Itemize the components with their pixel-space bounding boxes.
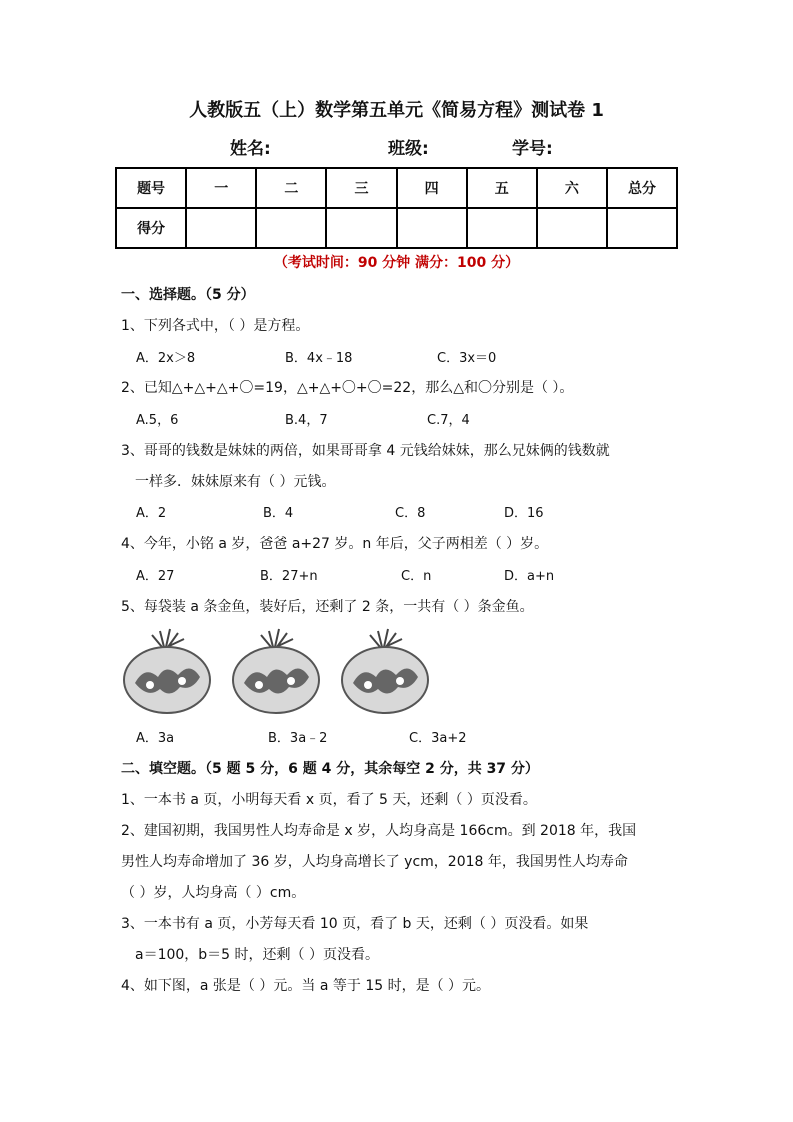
option-a: A．2x＞8 bbox=[136, 351, 196, 366]
score-input-cell[interactable] bbox=[537, 208, 607, 248]
table-cell: 二 bbox=[256, 168, 326, 208]
question-text: 1、下列各式中，（ ）是方程。 bbox=[121, 318, 310, 334]
question-text: 3、一本书有 a 页，小芳每天看 10 页，看了 b 天，还剩（ ）页没看。如果 bbox=[121, 916, 589, 932]
table-cell: 六 bbox=[537, 168, 607, 208]
student-id-label: 学号: bbox=[512, 139, 553, 159]
table-cell: 五 bbox=[467, 168, 537, 208]
option-b: B．3a﹣2 bbox=[268, 731, 328, 746]
fish-bag-image bbox=[229, 625, 325, 715]
option-c: C．3a+2 bbox=[409, 731, 467, 746]
table-cell: 得分 bbox=[116, 208, 186, 248]
question-text-continued: 男性人均寿命增加了 36 岁，人均身高增长了 ycm，2018 年，我国男性人均寿命 bbox=[121, 854, 628, 870]
option-d: D．16 bbox=[504, 506, 544, 521]
question-text-continued: （ ）岁，人均身高（ ）cm。 bbox=[121, 885, 306, 901]
option-d: D．a+n bbox=[504, 569, 555, 584]
score-table-score-row bbox=[116, 208, 677, 248]
option-b: B．27+n bbox=[260, 569, 318, 584]
name-label: 姓名: bbox=[230, 139, 271, 159]
table-cell: 题号 bbox=[116, 168, 186, 208]
class-label: 班级: bbox=[388, 139, 429, 159]
score-input-cell[interactable] bbox=[467, 208, 537, 248]
option-c: C．8 bbox=[395, 506, 426, 521]
option-a: A．2 bbox=[136, 506, 167, 521]
option-c: C．3x＝0 bbox=[437, 351, 497, 366]
question-text: 1、一本书 a 页，小明每天看 x 页，看了 5 天，还剩（ ）页没看。 bbox=[121, 792, 537, 808]
question-text-continued: 一样多．妹妹原来有（ ）元钱。 bbox=[135, 474, 336, 490]
score-input-cell[interactable] bbox=[256, 208, 326, 248]
option-c: C.7，4 bbox=[427, 413, 470, 428]
score-input-cell[interactable] bbox=[397, 208, 467, 248]
question-text: 4、今年，小铭 a 岁，爸爸 a+27 岁。n 年后，父子两相差（ ）岁。 bbox=[121, 536, 549, 552]
table-cell: 四 bbox=[397, 168, 467, 208]
option-b: B.4，7 bbox=[285, 413, 328, 428]
option-a: A．27 bbox=[136, 569, 175, 584]
score-input-cell[interactable] bbox=[607, 208, 677, 248]
table-cell: 三 bbox=[326, 168, 396, 208]
fish-bag-image bbox=[120, 625, 216, 715]
score-table bbox=[115, 167, 678, 249]
exam-info: （考试时间：90 分钟 满分：100 分） bbox=[273, 255, 520, 271]
section-heading: 二、填空题。（5 题 5 分，6 题 4 分，其余每空 2 分，共 37 分） bbox=[121, 761, 539, 777]
question-text: 2、建国初期，我国男性人均寿命是 x 岁，人均身高是 166cm。到 2018 年，我国 bbox=[121, 823, 637, 839]
question-text: 5、每袋装 a 条金鱼，装好后，还剩了 2 条，一共有（ ）条金鱼。 bbox=[121, 599, 534, 615]
page-title: 人教版五（上）数学第五单元《简易方程》测试卷 1 bbox=[189, 100, 604, 121]
option-a: A.5，6 bbox=[136, 413, 179, 428]
question-text: 2、已知△+△+△+〇=19，△+△+〇+〇=22，那么△和〇分别是（ ）。 bbox=[121, 380, 574, 396]
option-a: A．3a bbox=[136, 731, 175, 746]
fish-bag-image bbox=[338, 625, 434, 715]
option-b: B．4 bbox=[263, 506, 294, 521]
score-input-cell[interactable] bbox=[186, 208, 256, 248]
question-text: 4、如下图，a 张是（ ）元。当 a 等于 15 时，是（ ）元。 bbox=[121, 978, 491, 994]
option-b: B．4x﹣18 bbox=[285, 351, 353, 366]
score-input-cell[interactable] bbox=[326, 208, 396, 248]
question-text: 3、哥哥的钱数是妹妹的两倍，如果哥哥拿 4 元钱给妹妹，那么兄妹俩的钱数就 bbox=[121, 443, 610, 459]
table-cell: 总分 bbox=[607, 168, 677, 208]
score-table-header-row bbox=[116, 168, 677, 208]
option-c: C．n bbox=[401, 569, 432, 584]
question-text-continued: a＝100，b＝5 时，还剩（ ）页没看。 bbox=[135, 947, 379, 963]
table-cell: 一 bbox=[186, 168, 256, 208]
section-heading: 一、选择题。（5 分） bbox=[121, 287, 255, 303]
